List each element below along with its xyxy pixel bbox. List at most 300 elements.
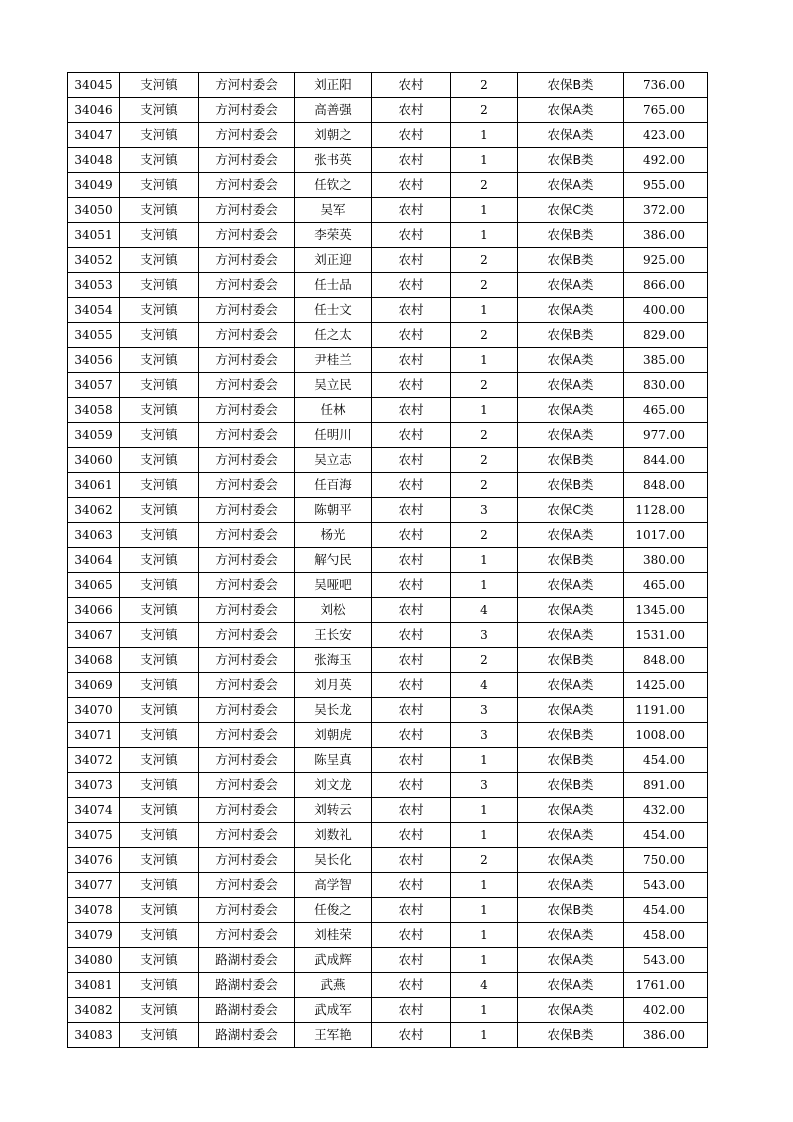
area-type-cell: 农村 xyxy=(372,998,451,1023)
household-size-cell: 1 xyxy=(451,548,518,573)
amount-cell: 402.00 xyxy=(624,998,708,1023)
amount-cell: 891.00 xyxy=(624,773,708,798)
table-row xyxy=(68,423,708,448)
area-type-cell: 农村 xyxy=(372,248,451,273)
insurance-class-cell: 农保A类 xyxy=(518,398,624,423)
amount-cell: 736.00 xyxy=(624,73,708,98)
household-size-cell: 1 xyxy=(451,348,518,373)
town-cell: 支河镇 xyxy=(120,948,199,973)
area-type-cell: 农村 xyxy=(372,298,451,323)
table-row xyxy=(68,573,708,598)
record-id-cell: 34071 xyxy=(68,723,120,748)
town-cell: 支河镇 xyxy=(120,373,199,398)
record-id-cell: 34057 xyxy=(68,373,120,398)
village-committee-cell: 方河村委会 xyxy=(199,873,295,898)
name-cell: 陈朝平 xyxy=(295,498,372,523)
household-size-cell: 1 xyxy=(451,223,518,248)
table-row xyxy=(68,248,708,273)
amount-cell: 830.00 xyxy=(624,373,708,398)
town-cell: 支河镇 xyxy=(120,873,199,898)
record-id-cell: 34052 xyxy=(68,248,120,273)
area-type-cell: 农村 xyxy=(372,348,451,373)
amount-cell: 955.00 xyxy=(624,173,708,198)
record-id-cell: 34058 xyxy=(68,398,120,423)
table-row xyxy=(68,898,708,923)
area-type-cell: 农村 xyxy=(372,748,451,773)
village-committee-cell: 方河村委会 xyxy=(199,523,295,548)
insurance-class-cell: 农保A类 xyxy=(518,798,624,823)
record-id-cell: 34069 xyxy=(68,673,120,698)
insurance-class-cell: 农保B类 xyxy=(518,323,624,348)
name-cell: 吴立志 xyxy=(295,448,372,473)
name-cell: 吴长龙 xyxy=(295,698,372,723)
village-committee-cell: 方河村委会 xyxy=(199,923,295,948)
area-type-cell: 农村 xyxy=(372,648,451,673)
insurance-class-cell: 农保B类 xyxy=(518,748,624,773)
village-committee-cell: 方河村委会 xyxy=(199,298,295,323)
table-row xyxy=(68,873,708,898)
household-size-cell: 2 xyxy=(451,648,518,673)
amount-cell: 829.00 xyxy=(624,323,708,348)
record-id-cell: 34055 xyxy=(68,323,120,348)
village-committee-cell: 方河村委会 xyxy=(199,198,295,223)
amount-cell: 1191.00 xyxy=(624,698,708,723)
insurance-class-cell: 农保A类 xyxy=(518,523,624,548)
insurance-class-cell: 农保A类 xyxy=(518,273,624,298)
town-cell: 支河镇 xyxy=(120,98,199,123)
household-size-cell: 1 xyxy=(451,573,518,598)
area-type-cell: 农村 xyxy=(372,123,451,148)
name-cell: 刘数礼 xyxy=(295,823,372,848)
amount-cell: 492.00 xyxy=(624,148,708,173)
area-type-cell: 农村 xyxy=(372,723,451,748)
record-id-cell: 34054 xyxy=(68,298,120,323)
village-committee-cell: 方河村委会 xyxy=(199,598,295,623)
village-committee-cell: 方河村委会 xyxy=(199,473,295,498)
amount-cell: 925.00 xyxy=(624,248,708,273)
table-row xyxy=(68,1023,708,1048)
record-id-cell: 34050 xyxy=(68,198,120,223)
table-row xyxy=(68,848,708,873)
table-row xyxy=(68,548,708,573)
household-size-cell: 2 xyxy=(451,473,518,498)
insurance-class-cell: 农保B类 xyxy=(518,548,624,573)
record-id-cell: 34081 xyxy=(68,973,120,998)
town-cell: 支河镇 xyxy=(120,648,199,673)
amount-cell: 386.00 xyxy=(624,223,708,248)
record-id-cell: 34079 xyxy=(68,923,120,948)
area-type-cell: 农村 xyxy=(372,1023,451,1048)
name-cell: 王长安 xyxy=(295,623,372,648)
table-row xyxy=(68,323,708,348)
area-type-cell: 农村 xyxy=(372,923,451,948)
table-row xyxy=(68,448,708,473)
insurance-class-cell: 农保B类 xyxy=(518,223,624,248)
village-committee-cell: 方河村委会 xyxy=(199,173,295,198)
name-cell: 任林 xyxy=(295,398,372,423)
table-row xyxy=(68,673,708,698)
town-cell: 支河镇 xyxy=(120,423,199,448)
area-type-cell: 农村 xyxy=(372,773,451,798)
town-cell: 支河镇 xyxy=(120,148,199,173)
town-cell: 支河镇 xyxy=(120,523,199,548)
household-size-cell: 1 xyxy=(451,823,518,848)
insurance-class-cell: 农保A类 xyxy=(518,923,624,948)
town-cell: 支河镇 xyxy=(120,698,199,723)
area-type-cell: 农村 xyxy=(372,948,451,973)
insurance-class-cell: 农保B类 xyxy=(518,148,624,173)
insurance-class-cell: 农保A类 xyxy=(518,848,624,873)
town-cell: 支河镇 xyxy=(120,123,199,148)
amount-cell: 543.00 xyxy=(624,873,708,898)
amount-cell: 977.00 xyxy=(624,423,708,448)
town-cell: 支河镇 xyxy=(120,998,199,1023)
household-size-cell: 3 xyxy=(451,498,518,523)
village-committee-cell: 方河村委会 xyxy=(199,748,295,773)
record-id-cell: 34056 xyxy=(68,348,120,373)
town-cell: 支河镇 xyxy=(120,448,199,473)
name-cell: 吴长化 xyxy=(295,848,372,873)
amount-cell: 866.00 xyxy=(624,273,708,298)
table-row xyxy=(68,598,708,623)
name-cell: 高善强 xyxy=(295,98,372,123)
household-size-cell: 1 xyxy=(451,798,518,823)
town-cell: 支河镇 xyxy=(120,623,199,648)
record-id-cell: 34049 xyxy=(68,173,120,198)
household-size-cell: 3 xyxy=(451,623,518,648)
record-id-cell: 34053 xyxy=(68,273,120,298)
town-cell: 支河镇 xyxy=(120,973,199,998)
household-size-cell: 2 xyxy=(451,173,518,198)
household-size-cell: 1 xyxy=(451,998,518,1023)
village-committee-cell: 方河村委会 xyxy=(199,648,295,673)
insurance-class-cell: 农保B类 xyxy=(518,1023,624,1048)
village-committee-cell: 方河村委会 xyxy=(199,223,295,248)
town-cell: 支河镇 xyxy=(120,298,199,323)
table-row xyxy=(68,223,708,248)
table-row xyxy=(68,398,708,423)
town-cell: 支河镇 xyxy=(120,598,199,623)
area-type-cell: 农村 xyxy=(372,73,451,98)
town-cell: 支河镇 xyxy=(120,498,199,523)
household-size-cell: 1 xyxy=(451,1023,518,1048)
household-size-cell: 2 xyxy=(451,98,518,123)
amount-cell: 1008.00 xyxy=(624,723,708,748)
table-row xyxy=(68,973,708,998)
amount-cell: 848.00 xyxy=(624,648,708,673)
name-cell: 任之太 xyxy=(295,323,372,348)
record-id-cell: 34046 xyxy=(68,98,120,123)
record-id-cell: 34064 xyxy=(68,548,120,573)
table-row xyxy=(68,98,708,123)
village-committee-cell: 方河村委会 xyxy=(199,823,295,848)
record-id-cell: 34048 xyxy=(68,148,120,173)
household-size-cell: 1 xyxy=(451,948,518,973)
amount-cell: 1128.00 xyxy=(624,498,708,523)
amount-cell: 543.00 xyxy=(624,948,708,973)
record-id-cell: 34068 xyxy=(68,648,120,673)
records-table xyxy=(67,72,708,1048)
town-cell: 支河镇 xyxy=(120,773,199,798)
area-type-cell: 农村 xyxy=(372,823,451,848)
amount-cell: 465.00 xyxy=(624,573,708,598)
insurance-class-cell: 农保B类 xyxy=(518,73,624,98)
table-row xyxy=(68,623,708,648)
insurance-class-cell: 农保A类 xyxy=(518,823,624,848)
record-id-cell: 34047 xyxy=(68,123,120,148)
amount-cell: 765.00 xyxy=(624,98,708,123)
village-committee-cell: 方河村委会 xyxy=(199,248,295,273)
name-cell: 武成军 xyxy=(295,998,372,1023)
village-committee-cell: 方河村委会 xyxy=(199,698,295,723)
name-cell: 刘桂荣 xyxy=(295,923,372,948)
amount-cell: 1345.00 xyxy=(624,598,708,623)
record-id-cell: 34073 xyxy=(68,773,120,798)
insurance-class-cell: 农保A类 xyxy=(518,98,624,123)
record-id-cell: 34062 xyxy=(68,498,120,523)
village-committee-cell: 方河村委会 xyxy=(199,148,295,173)
insurance-class-cell: 农保B类 xyxy=(518,473,624,498)
town-cell: 支河镇 xyxy=(120,398,199,423)
insurance-class-cell: 农保A类 xyxy=(518,423,624,448)
name-cell: 刘正阳 xyxy=(295,73,372,98)
village-committee-cell: 路湖村委会 xyxy=(199,973,295,998)
village-committee-cell: 方河村委会 xyxy=(199,623,295,648)
insurance-class-cell: 农保A类 xyxy=(518,698,624,723)
table-row xyxy=(68,698,708,723)
town-cell: 支河镇 xyxy=(120,573,199,598)
town-cell: 支河镇 xyxy=(120,1023,199,1048)
insurance-class-cell: 农保B类 xyxy=(518,448,624,473)
household-size-cell: 2 xyxy=(451,448,518,473)
table-row xyxy=(68,948,708,973)
record-id-cell: 34063 xyxy=(68,523,120,548)
amount-cell: 1761.00 xyxy=(624,973,708,998)
name-cell: 任俊之 xyxy=(295,898,372,923)
town-cell: 支河镇 xyxy=(120,723,199,748)
amount-cell: 848.00 xyxy=(624,473,708,498)
insurance-class-cell: 农保B类 xyxy=(518,248,624,273)
name-cell: 任明川 xyxy=(295,423,372,448)
name-cell: 王军艳 xyxy=(295,1023,372,1048)
table-row xyxy=(68,823,708,848)
village-committee-cell: 路湖村委会 xyxy=(199,998,295,1023)
household-size-cell: 4 xyxy=(451,973,518,998)
record-id-cell: 34083 xyxy=(68,1023,120,1048)
name-cell: 张书英 xyxy=(295,148,372,173)
household-size-cell: 1 xyxy=(451,148,518,173)
amount-cell: 423.00 xyxy=(624,123,708,148)
village-committee-cell: 方河村委会 xyxy=(199,548,295,573)
amount-cell: 372.00 xyxy=(624,198,708,223)
name-cell: 李荣英 xyxy=(295,223,372,248)
household-size-cell: 4 xyxy=(451,673,518,698)
insurance-class-cell: 农保C类 xyxy=(518,198,624,223)
village-committee-cell: 方河村委会 xyxy=(199,373,295,398)
area-type-cell: 农村 xyxy=(372,98,451,123)
record-id-cell: 34067 xyxy=(68,623,120,648)
town-cell: 支河镇 xyxy=(120,798,199,823)
area-type-cell: 农村 xyxy=(372,598,451,623)
record-id-cell: 34045 xyxy=(68,73,120,98)
table-row xyxy=(68,73,708,98)
area-type-cell: 农村 xyxy=(372,473,451,498)
village-committee-cell: 方河村委会 xyxy=(199,348,295,373)
household-size-cell: 2 xyxy=(451,73,518,98)
insurance-class-cell: 农保A类 xyxy=(518,948,624,973)
amount-cell: 1017.00 xyxy=(624,523,708,548)
record-id-cell: 34065 xyxy=(68,573,120,598)
town-cell: 支河镇 xyxy=(120,748,199,773)
area-type-cell: 农村 xyxy=(372,448,451,473)
amount-cell: 750.00 xyxy=(624,848,708,873)
name-cell: 任士品 xyxy=(295,273,372,298)
name-cell: 高学智 xyxy=(295,873,372,898)
village-committee-cell: 方河村委会 xyxy=(199,323,295,348)
insurance-class-cell: 农保B类 xyxy=(518,898,624,923)
insurance-class-cell: 农保A类 xyxy=(518,673,624,698)
town-cell: 支河镇 xyxy=(120,198,199,223)
name-cell: 解勺民 xyxy=(295,548,372,573)
village-committee-cell: 方河村委会 xyxy=(199,423,295,448)
name-cell: 张海玉 xyxy=(295,648,372,673)
household-size-cell: 1 xyxy=(451,923,518,948)
area-type-cell: 农村 xyxy=(372,223,451,248)
table-row xyxy=(68,923,708,948)
household-size-cell: 2 xyxy=(451,373,518,398)
record-id-cell: 34077 xyxy=(68,873,120,898)
table-row xyxy=(68,173,708,198)
household-size-cell: 3 xyxy=(451,723,518,748)
household-size-cell: 4 xyxy=(451,598,518,623)
name-cell: 任百海 xyxy=(295,473,372,498)
village-committee-cell: 方河村委会 xyxy=(199,398,295,423)
amount-cell: 385.00 xyxy=(624,348,708,373)
village-committee-cell: 方河村委会 xyxy=(199,73,295,98)
town-cell: 支河镇 xyxy=(120,673,199,698)
name-cell: 吴立民 xyxy=(295,373,372,398)
name-cell: 刘正迎 xyxy=(295,248,372,273)
table-row xyxy=(68,998,708,1023)
name-cell: 刘转云 xyxy=(295,798,372,823)
town-cell: 支河镇 xyxy=(120,223,199,248)
insurance-class-cell: 农保A类 xyxy=(518,598,624,623)
area-type-cell: 农村 xyxy=(372,373,451,398)
area-type-cell: 农村 xyxy=(372,423,451,448)
household-size-cell: 1 xyxy=(451,398,518,423)
area-type-cell: 农村 xyxy=(372,523,451,548)
area-type-cell: 农村 xyxy=(372,673,451,698)
record-id-cell: 34078 xyxy=(68,898,120,923)
village-committee-cell: 方河村委会 xyxy=(199,848,295,873)
village-committee-cell: 方河村委会 xyxy=(199,898,295,923)
record-id-cell: 34075 xyxy=(68,823,120,848)
area-type-cell: 农村 xyxy=(372,898,451,923)
household-size-cell: 1 xyxy=(451,298,518,323)
table-row xyxy=(68,723,708,748)
town-cell: 支河镇 xyxy=(120,73,199,98)
insurance-class-cell: 农保A类 xyxy=(518,873,624,898)
area-type-cell: 农村 xyxy=(372,548,451,573)
name-cell: 刘朝之 xyxy=(295,123,372,148)
village-committee-cell: 方河村委会 xyxy=(199,723,295,748)
household-size-cell: 1 xyxy=(451,898,518,923)
record-id-cell: 34059 xyxy=(68,423,120,448)
record-id-cell: 34082 xyxy=(68,998,120,1023)
table-row xyxy=(68,148,708,173)
household-size-cell: 2 xyxy=(451,848,518,873)
town-cell: 支河镇 xyxy=(120,923,199,948)
table-row xyxy=(68,648,708,673)
village-committee-cell: 方河村委会 xyxy=(199,123,295,148)
record-id-cell: 34051 xyxy=(68,223,120,248)
name-cell: 武成辉 xyxy=(295,948,372,973)
amount-cell: 432.00 xyxy=(624,798,708,823)
household-size-cell: 3 xyxy=(451,773,518,798)
town-cell: 支河镇 xyxy=(120,348,199,373)
household-size-cell: 1 xyxy=(451,198,518,223)
table-row xyxy=(68,198,708,223)
town-cell: 支河镇 xyxy=(120,848,199,873)
record-id-cell: 34066 xyxy=(68,598,120,623)
area-type-cell: 农村 xyxy=(372,173,451,198)
area-type-cell: 农村 xyxy=(372,973,451,998)
area-type-cell: 农村 xyxy=(372,848,451,873)
amount-cell: 1531.00 xyxy=(624,623,708,648)
area-type-cell: 农村 xyxy=(372,623,451,648)
area-type-cell: 农村 xyxy=(372,273,451,298)
insurance-class-cell: 农保A类 xyxy=(518,348,624,373)
table-row xyxy=(68,348,708,373)
table-row xyxy=(68,373,708,398)
village-committee-cell: 方河村委会 xyxy=(199,773,295,798)
table-row xyxy=(68,498,708,523)
village-committee-cell: 方河村委会 xyxy=(199,673,295,698)
household-size-cell: 2 xyxy=(451,248,518,273)
town-cell: 支河镇 xyxy=(120,473,199,498)
area-type-cell: 农村 xyxy=(372,398,451,423)
town-cell: 支河镇 xyxy=(120,823,199,848)
table-row xyxy=(68,273,708,298)
name-cell: 刘朝虎 xyxy=(295,723,372,748)
household-size-cell: 1 xyxy=(451,873,518,898)
insurance-class-cell: 农保B类 xyxy=(518,648,624,673)
household-size-cell: 1 xyxy=(451,748,518,773)
town-cell: 支河镇 xyxy=(120,323,199,348)
record-id-cell: 34060 xyxy=(68,448,120,473)
area-type-cell: 农村 xyxy=(372,323,451,348)
record-id-cell: 34061 xyxy=(68,473,120,498)
table-row xyxy=(68,798,708,823)
name-cell: 刘松 xyxy=(295,598,372,623)
area-type-cell: 农村 xyxy=(372,573,451,598)
town-cell: 支河镇 xyxy=(120,248,199,273)
insurance-class-cell: 农保A类 xyxy=(518,123,624,148)
record-id-cell: 34072 xyxy=(68,748,120,773)
table-row xyxy=(68,123,708,148)
name-cell: 陈呈真 xyxy=(295,748,372,773)
insurance-class-cell: 农保A类 xyxy=(518,573,624,598)
insurance-class-cell: 农保A类 xyxy=(518,998,624,1023)
amount-cell: 844.00 xyxy=(624,448,708,473)
record-id-cell: 34076 xyxy=(68,848,120,873)
area-type-cell: 农村 xyxy=(372,873,451,898)
insurance-class-cell: 农保A类 xyxy=(518,298,624,323)
name-cell: 尹桂兰 xyxy=(295,348,372,373)
village-committee-cell: 方河村委会 xyxy=(199,98,295,123)
record-id-cell: 34070 xyxy=(68,698,120,723)
town-cell: 支河镇 xyxy=(120,173,199,198)
